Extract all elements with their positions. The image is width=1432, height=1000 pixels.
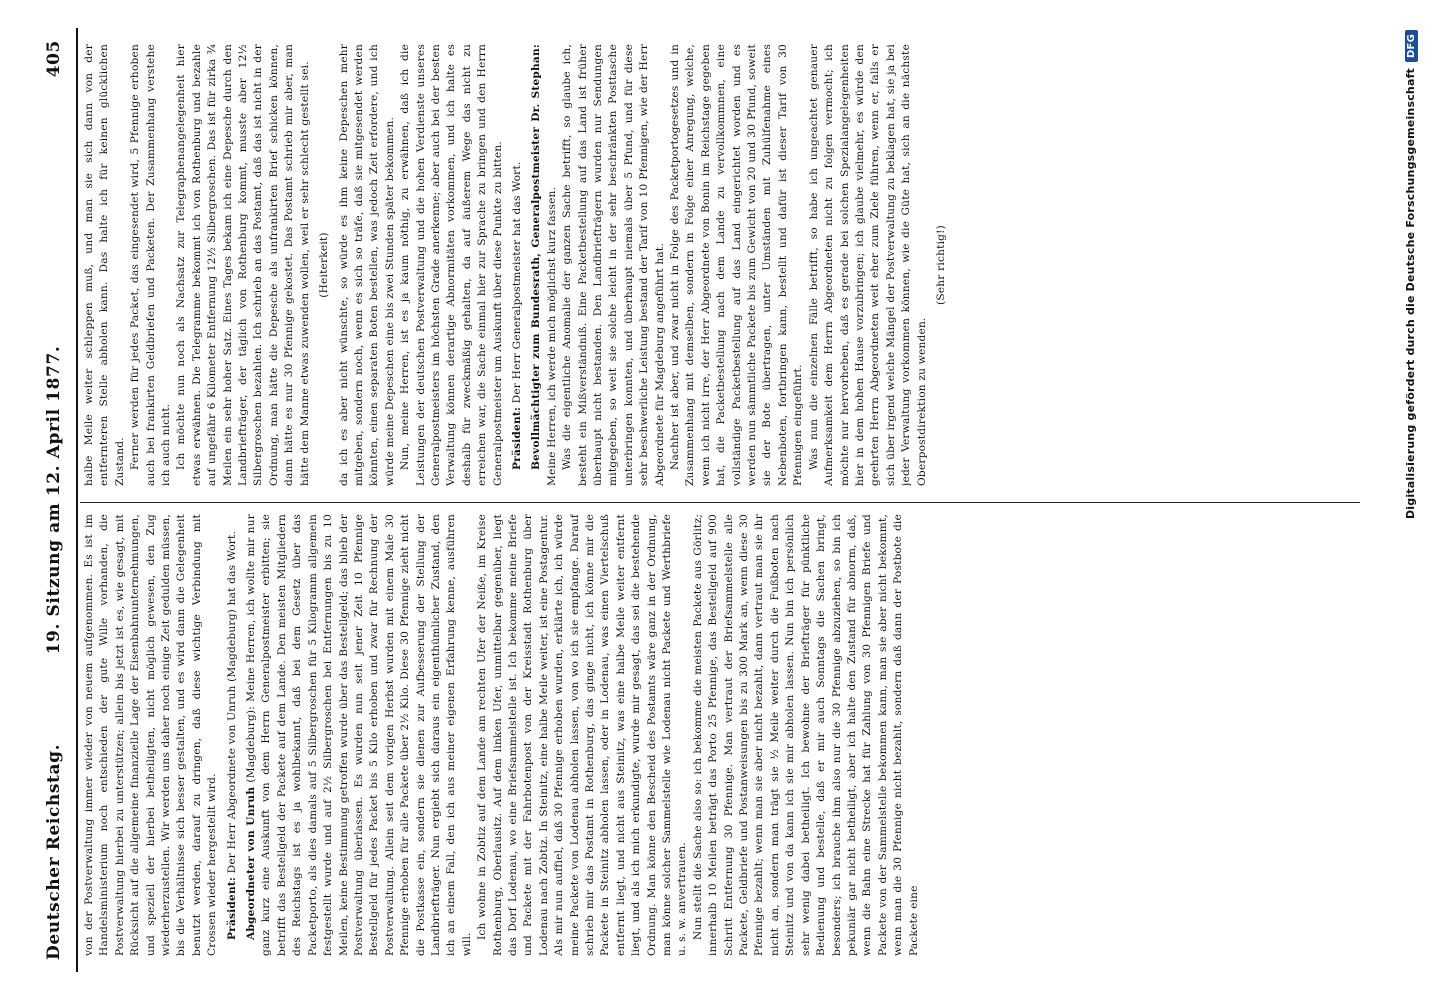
paragraph: Ferner werden für jedes Packet, das eingesendet wird, 5 Pfennige erhoben auch bei frankirten Geldbriefen und Packeten. Der Zusammenhang verstehe ich auch nicht. bbox=[129, 44, 173, 486]
header-session-date: 19. Sitzung am 12. April 1877. bbox=[44, 345, 64, 655]
speaker-label: Präsident: bbox=[510, 406, 523, 470]
speaker-label: Abgeordneter von Unruh bbox=[245, 786, 258, 940]
speaker-paragraph bbox=[510, 44, 525, 486]
speaker-paragraph bbox=[225, 514, 240, 956]
speaker-paragraph bbox=[529, 44, 560, 486]
paragraph: von der Postverwaltung immer wieder von neuem aufgenommen. Es ist im Handelsministerium noch entschieden der gute Wille vorhanden, die Postverwaltung hierbei zu unterstützen; allein bis jetzt ist es, wie gesagt, mit Rücksicht auf die allgemeine finanzielle Lage der Eisenbahnunternehmungen, und speziell der hierbei betheiligten, nicht möglich gewesen, den Zug wiederherzustellen. Wir werden uns daher noch einige Zeit gedulden müssen, bis die Verhältnisse sich besser gestalten, und es wird dann die Gelegenheit benutzt werden, darauf zu dringen, daß diese wichtige Verbindung mit Crossen wieder hergestellt wird. bbox=[83, 514, 219, 956]
paragraph: Ich möchte nun noch als Nachsatz zur Telegraphenangelegenheit hier etwas erwähnen. Die Telegramme bekommt ich von Rothenburg und bezahle auf ungefähr 6 Kilometer Entfernung 12½ Silbergroschen. Das ist für zirka ¾ Meilen ein sehr hoher Satz. Eines Tages bekam ich eine Depesche durch den Landbriefträger, der täglich von Rothenburg kommt, musste aber 12½ Silbergroschen bezahlen. Ich schrieb an das Postamt, daß das ist nicht in der Ordnung, man hätte die Depesche als unfrankirten Brief schicken können, dann hätte es nur 30 Pfennige gekostet. Das Postamt schrieb mir aber, man hätte dem Manne etwas zuwenden wollen, weil er sehr schlecht gestellt sei. bbox=[175, 44, 311, 486]
speech-text: Meine Herren, ich werde mich möglichst kurz fassen. bbox=[545, 186, 558, 486]
paragraph: da ich es aber nicht wünschte, so würde es ihm keine Depeschen mehr mitgeben, sondern noch, wenn es sich so träfe, daß sie mitgesendet werden könnten, einen separaten Boten bestellen, was jedoch Zeit erfordere, und ich würde meine Depeschen eine bis zwei Stunden später bekommen. bbox=[337, 44, 396, 486]
speech-text: Der Herr Abgeordnete von Unruh (Magdeburg) hat das Wort. bbox=[225, 530, 238, 877]
speaker-label: Präsident: bbox=[225, 876, 238, 940]
credit-text: Digitalisierung gefördert durch die Deutsche Forschungsgemeinschaft bbox=[1404, 67, 1417, 520]
speech-text: Der Herr Generalpostmeister hat das Wort. bbox=[510, 161, 523, 407]
stage-direction-laughter: (Heiterkeit) bbox=[318, 232, 331, 298]
speaker-label: Bevollmächtigter zum Bundesrath, Generalpostmeister Dr. Stephan: bbox=[530, 44, 543, 470]
right-text-column bbox=[82, 44, 1372, 486]
paragraph: halbe Meile weiter schleppen muß, und man sie sich dann von der entfernteren Stelle abholen kann. Das halte ich für keinen glücklichen Zustand. bbox=[83, 44, 126, 486]
header-rule bbox=[76, 28, 78, 972]
digitization-credit bbox=[1404, 30, 1418, 660]
paragraph: Nun, meine Herren, ist es ja kaum nöthig, zu erwähnen, daß ich die Leistungen der deutschen Postverwaltung und die hohen Verdienste unseres Generalpostmeisters im höchsten Grade anerkenne; aber auch bei der besten Verwaltung können derartige Abnormitäten vorkommen, und ich halte es deshalb für zweckmäßig gehalten, da auf äußerem Wege das nicht zu erreichen war, die Sache einmal hier zur Sprache zu bringen und den Herrn Generalpostmeister um Auskunft über diese Punkte zu bitten. bbox=[399, 44, 504, 486]
speech-text: (Magdeburg): Meine Herren, ich wollte mir nur ganz kurz eine Auskunft von dem Herrn Generalpostmeister erbitten; sie betrifft das Bestellgeld der Packete auf dem Lande. Den meisten Mitgliedern des Reichstags ist es ja wohlbekannt, daß bei dem Gesetz über das Packetporto, als dies damals auf 5 Silbergroschen für 5 Kilogramm allgemein festgestellt wurde und auf 2½ Silbergroschen bei Entfernungen bis zu 10 Meilen, keine Bestimmung getroffen wurde über das Bestellgeld; das blieb der Postverwaltung überlassen. Es wurden nun seit jener Zeit 10 Pfennige Bestellgeld für jedes Packet bis 5 Kilo erhoben und zwar für Rechnung der Postverwaltung. Allein seit dem vorigen Herbst wurden mit einem Male 30 Pfennige erhoben für alle Packete über 2½ Kilo. Diese 30 Pfennige zieht nicht die Postkasse ein, sondern sie dienen zur Aufbesserung der Stellung der Landbriefträger. Nun ergiebt sich daraus ein eigenthümlicher Zustand, den ich an einem Fall, den ich aus meiner eigenen Erfahrung kenne, ausführen will. bbox=[245, 514, 473, 956]
paragraph: Was die eigentliche Anomalie der ganzen Sache betrifft, so glaube ich, besteht ein Mißverständniß. Eine Packetbestellung auf das Land ist früher überhaupt nicht bestanden. Den Landbriefträgern wurden nur Sendungen mitgegeben, so weit sie solche leicht in der sehr beschränkten Posttasche unterbringen konnten, und überhaupt niemals über 5 Pfund, und für diese sehr beschwerliche Leistung bestand der Tarif von 10 Pfennigen, wie der Herr Abgeordnete für Magdeburg angeführt hat. bbox=[561, 44, 666, 486]
column-divider bbox=[80, 502, 1360, 503]
page-number: 405 bbox=[44, 40, 64, 78]
speaker-paragraph bbox=[244, 514, 475, 956]
stage-direction-approval: (Sehr richtig!) bbox=[934, 225, 947, 305]
paragraph: Ich wohne in Zobtiz auf dem Lande am rechten Ufer der Neiße, im Kreise Rothenburg, Oberlausitz. Auf dem linken Ufer, unmittelbar gegenüber, liegt das Dorf Lodenau, wo eine Briefsammelstelle ist. Ich bekomme meine Briefe und Packete mit der Fahrbotenpost von der Kreisstadt Rothenburg über Lodenau nach Zobtiz. In Steinitz, eine halbe Meile weiter, ist eine Postagentur. Als mir nun auffiel, daß 30 Pfennige erhoben wurden, erklärte ich, ich würde meine Packete von Lodenau abholen lassen, von wo ich sie empfange. Darauf schrieb mir das Postamt in Rothenburg, das ginge nicht, ich könne mir die Packete in Steinitz abholen lassen, oder in Lodenau, was einen Viertelschuß entfernt liegt, und nicht aus Steinitz, was eine halbe Meile weiter entfernt liegt, und als ich mich erkundigte, wurde mir gesagt, das sei die bestehende Ordnung. Man könne den Bescheid des Postamts wäre ganz in der Ordnung, man könne solcher Sammelstelle wie Lodenau nicht Packete und Werthbriefe u. s. w. anvertrauen. bbox=[476, 514, 689, 956]
paragraph: Was nun die einzelnen Fälle betrifft, so habe ich ungeachtet genauer Aufmerksamkeit dem Herrn Abgeordneten nicht zu folgen vermocht; ich möchte nur hervorheben, daß es gerade bei solchen Spezialangelegenheiten hier in dem hohen Hause vorzubringen; ich glaube vielmehr, es würde den geehrten Herrn Abgeordneten weit eher zum Ziele führen, wenn er, falls er sich über irgend welche Mängel der Postverwaltung zu beklagen hat, sie ja bei jeder Verwaltung vorkommen können, wie die Güte hat, sich an die nächste Oberpostdirektion zu wenden. bbox=[807, 44, 928, 486]
paragraph: Nachher ist aber, und zwar nicht in Folge des Packetportogesetzes und in Zusammenhang mit demselben, sondern in Folge einer Anregung, welche, wenn ich nicht irre, der Herr Abgeordnete von Bonin im Reichstage gegeben hat, die Packetbestellung nach dem Lande zu vervollkommnen, eine vollständige Packetbestellung auf das Land eingerichtet worden und es werden nun sämmtliche Packete bis zum Gewicht von 20 und 30 Pfund, soweit sie der Bote übertragen, unter Umständen mit Zuhülfenahme eines Nebenboten, fortbringen kann, bestellt und dafür ist dieser Tarif von 30 Pfennigen eingeführt. bbox=[669, 44, 805, 486]
left-text-column bbox=[82, 514, 1372, 956]
dfg-logo: DFG bbox=[1405, 30, 1418, 62]
header-publication-title: Deutscher Reichstag. bbox=[44, 743, 64, 960]
paragraph: Nun stellt die Sache also so: ich bekomme die meisten Packete aus Görlitz; innerhalb 10 Meilen beträgt das Porto 25 Pfennige, das Bestellgeld auf 900 Schritt Entfernung 30 Pfennige. Man vertraut der Briefsammelstelle alle Packete, Geldbriefe und Postanweisungen bis zu 300 Mark an, wenn diese 30 Pfennige bezahlt; wenn man sie aber nicht bezahlt, dann vertraut man sie ihr nicht an, sondern man trägt sie ½ Meile weiter durch die Fußboten nach Steinitz und von da kann ich sie mir abholen lassen. Nun bin ich persönlich sehr wenig dabei betheiligt. Ich bewohne der Briefträger für pünktliche Bedienung und bestelle, daß er mir auch Sonntags die Sachen bringt, besonders; ich brauche ihm also nur die 30 Pfennige abzuziehen, so bin ich pekuniär gar nicht betheiligt, aber ich halte den Zustand für abnorm, daß, wenn die Bahn eine Strecke hat für Zahlung von 30 Pfennigen Briefe und Packete von der Sammelstelle bekommen kann, man sie aber nicht bekommt, wenn man die 30 Pfennige nicht bezahlt, sondern daß dann der Postbote die Packete eine bbox=[691, 514, 920, 956]
